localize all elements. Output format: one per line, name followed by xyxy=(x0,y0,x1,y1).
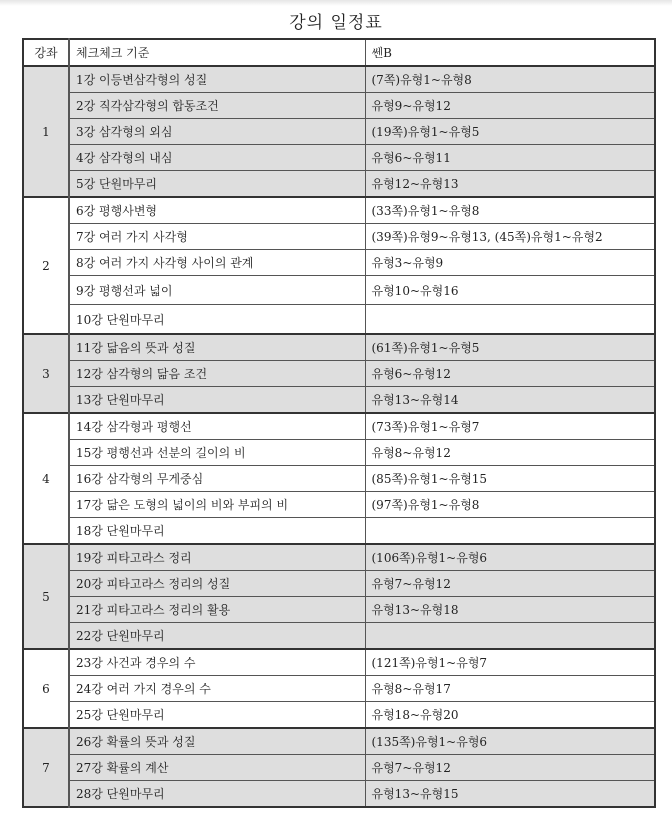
table-row xyxy=(23,413,655,440)
lecture-number-cell: 1 xyxy=(23,66,69,197)
table-row xyxy=(23,361,655,387)
topic-cell: 2강 직각삼각형의 합동조건 xyxy=(69,93,365,119)
lecture-number-cell: 7 xyxy=(23,728,69,807)
ssenb-cell xyxy=(365,518,655,545)
topic-cell: 18강 단원마무리 xyxy=(69,518,365,545)
table-row xyxy=(23,544,655,571)
ssenb-cell: (73쪽)유형1~유형7 xyxy=(365,413,655,440)
table-row xyxy=(23,623,655,650)
ssenb-cell: 유형13~유형14 xyxy=(365,387,655,414)
ssenb-cell: 유형13~유형18 xyxy=(365,597,655,623)
topic-cell: 10강 단원마무리 xyxy=(69,305,365,335)
lecture-number-cell: 5 xyxy=(23,544,69,649)
topic-cell: 28강 단원마무리 xyxy=(69,781,365,808)
table-row xyxy=(23,518,655,545)
ssenb-cell: 유형6~유형11 xyxy=(365,145,655,171)
lecture-number-cell: 4 xyxy=(23,413,69,544)
ssenb-cell: 유형3~유형9 xyxy=(365,250,655,276)
page-title: 강의 일정표 xyxy=(289,13,383,33)
ssenb-cell: (61쪽)유형1~유형5 xyxy=(365,334,655,361)
topic-cell: 11강 닮음의 뜻과 성질 xyxy=(69,334,365,361)
table-row xyxy=(23,649,655,676)
topic-cell: 6강 평행사변형 xyxy=(69,197,365,224)
table-row xyxy=(23,197,655,224)
topic-cell: 24강 여러 가지 경우의 수 xyxy=(69,676,365,702)
ssenb-cell: 유형9~유형12 xyxy=(365,93,655,119)
table-row xyxy=(23,440,655,466)
ssenb-cell: 유형12~유형13 xyxy=(365,171,655,198)
table-row xyxy=(23,66,655,93)
topic-cell: 9강 평행선과 넓이 xyxy=(69,276,365,305)
topic-cell: 16강 삼각형의 무게중심 xyxy=(69,466,365,492)
header-lecture: 강좌 xyxy=(23,39,69,66)
ssenb-cell: (97쪽)유형1~유형8 xyxy=(365,492,655,518)
lecture-schedule-table xyxy=(22,38,656,808)
table-row xyxy=(23,145,655,171)
table-row xyxy=(23,276,655,305)
table-row xyxy=(23,305,655,335)
header-checkcheck: 체크체크 기준 xyxy=(69,39,365,66)
table-row xyxy=(23,250,655,276)
topic-cell: 15강 평행선과 선분의 길이의 비 xyxy=(69,440,365,466)
topic-cell: 12강 삼각형의 닮음 조건 xyxy=(69,361,365,387)
topic-cell: 14강 삼각형과 평행선 xyxy=(69,413,365,440)
ssenb-cell: (7쪽)유형1~유형8 xyxy=(365,66,655,93)
ssenb-cell: 유형18~유형20 xyxy=(365,702,655,729)
table-row xyxy=(23,728,655,755)
table-row xyxy=(23,597,655,623)
topic-cell: 27강 확률의 계산 xyxy=(69,755,365,781)
ssenb-cell xyxy=(365,623,655,650)
lecture-number-cell: 3 xyxy=(23,334,69,413)
ssenb-cell: 유형7~유형12 xyxy=(365,755,655,781)
header-row xyxy=(23,39,655,66)
ssenb-cell: (121쪽)유형1~유형7 xyxy=(365,649,655,676)
table-row xyxy=(23,466,655,492)
ssenb-cell: (106쪽)유형1~유형6 xyxy=(365,544,655,571)
table-row xyxy=(23,171,655,198)
table-row xyxy=(23,781,655,808)
ssenb-cell: (19쪽)유형1~유형5 xyxy=(365,119,655,145)
topic-cell: 8강 여러 가지 사각형 사이의 관계 xyxy=(69,250,365,276)
ssenb-cell: (39쪽)유형9~유형13, (45쪽)유형1~유형2 xyxy=(365,224,655,250)
topic-cell: 21강 피타고라스 정리의 활용 xyxy=(69,597,365,623)
ssenb-cell: (33쪽)유형1~유형8 xyxy=(365,197,655,224)
ssenb-cell: 유형8~유형12 xyxy=(365,440,655,466)
table-row xyxy=(23,387,655,414)
ssenb-cell xyxy=(365,305,655,335)
top-edge-shadow xyxy=(0,0,672,6)
lecture-number-cell: 6 xyxy=(23,649,69,728)
topic-cell: 25강 단원마무리 xyxy=(69,702,365,729)
topic-cell: 22강 단원마무리 xyxy=(69,623,365,650)
ssenb-cell: 유형7~유형12 xyxy=(365,571,655,597)
table-row xyxy=(23,755,655,781)
topic-cell: 17강 닮은 도형의 넓이의 비와 부피의 비 xyxy=(69,492,365,518)
table-row xyxy=(23,571,655,597)
topic-cell: 7강 여러 가지 사각형 xyxy=(69,224,365,250)
table-row xyxy=(23,702,655,729)
table-row xyxy=(23,492,655,518)
table-row xyxy=(23,119,655,145)
lecture-number-cell: 2 xyxy=(23,197,69,334)
topic-cell: 5강 단원마무리 xyxy=(69,171,365,198)
ssenb-cell: (135쪽)유형1~유형6 xyxy=(365,728,655,755)
topic-cell: 4강 삼각형의 내심 xyxy=(69,145,365,171)
ssenb-cell: 유형8~유형17 xyxy=(365,676,655,702)
topic-cell: 23강 사건과 경우의 수 xyxy=(69,649,365,676)
table-row xyxy=(23,93,655,119)
ssenb-cell: 유형6~유형12 xyxy=(365,361,655,387)
topic-cell: 3강 삼각형의 외심 xyxy=(69,119,365,145)
topic-cell: 13강 단원마무리 xyxy=(69,387,365,414)
ssenb-cell: (85쪽)유형1~유형15 xyxy=(365,466,655,492)
table-row xyxy=(23,334,655,361)
topic-cell: 20강 피타고라스 정리의 성질 xyxy=(69,571,365,597)
header-ssenb: 쎈B xyxy=(365,39,655,66)
topic-cell: 19강 피타고라스 정리 xyxy=(69,544,365,571)
table-row xyxy=(23,224,655,250)
table-row xyxy=(23,676,655,702)
ssenb-cell: 유형13~유형15 xyxy=(365,781,655,808)
topic-cell: 26강 확률의 뜻과 성질 xyxy=(69,728,365,755)
ssenb-cell: 유형10~유형16 xyxy=(365,276,655,305)
topic-cell: 1강 이등변삼각형의 성질 xyxy=(69,66,365,93)
